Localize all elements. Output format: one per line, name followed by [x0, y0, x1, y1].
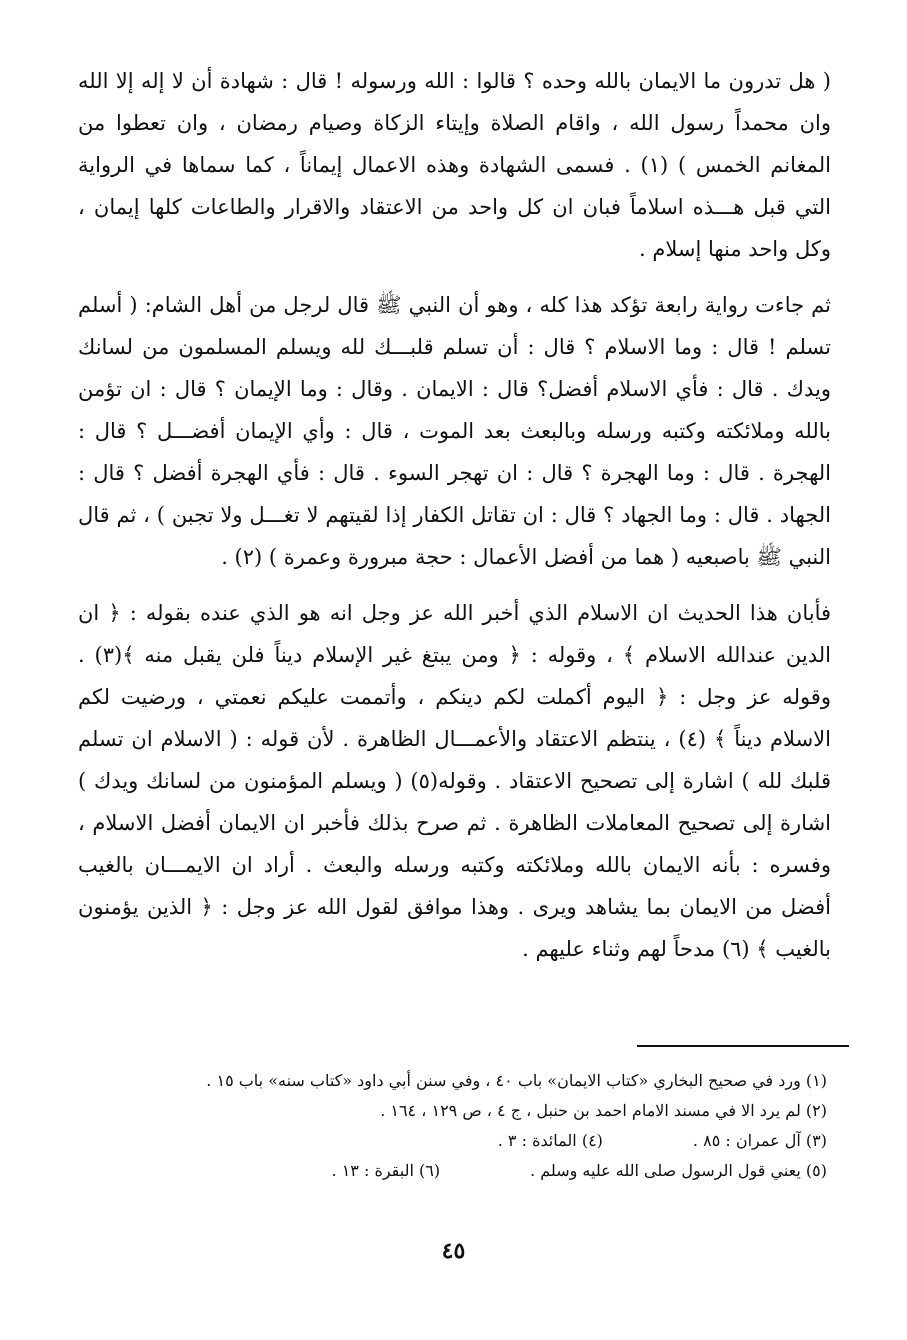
- page-number: ٤٥: [441, 1238, 466, 1264]
- footnote-gap: [440, 1156, 530, 1186]
- body-text: [78, 60, 831, 970]
- footnote-1: [60, 1066, 827, 1096]
- paragraph-1: ( هل تدرون ما الايمان بالله وحده ؟ قالوا : الله ورسوله ! قال : شهادة أن لا إله إلا الله وان محمداً رسول الله ، واقام الصلاة وإيتاء الزكاة وصيام رمضان ، وان تعطوا من المغانم الخمس ) (١) . فسمى الشهادة وهذه الاعمال إيماناً ، كما سماها في الرواية التي قبل هـــذه اسلاماً فبان ان كل واحد من الاعتقاد والاقرار والطاعات كلها إيمان ، وكل واحد منها إسلام .: [78, 69, 831, 261]
- footnote-2-text: (٢) لم يرد الا في مسند الامام احمد بن حنبل ، ج ٤ ، ص ١٢٩ ، ١٦٤ .: [380, 1101, 827, 1120]
- footnote-6-text: (٦) البقرة : ١٣ .: [331, 1161, 441, 1180]
- footnote-row-5-6: [60, 1156, 827, 1186]
- footnotes: [60, 1066, 827, 1186]
- paragraph-2: ثم جاءت رواية رابعة تؤكد هذا كله ، وهو أن النبي ﷺ قال لرجل من أهل الشام: ( أسلم تسلم ! قال : وما الاسلام ؟ قال : أن تسلم قلبـــك لله ويسلم المسلمون من لسانك ويدك . قال : فأي الاسلام أفضل؟ قال : الايمان . وقال : وما الإيمان ؟ قال : ان تؤمن بالله وملائكته وكتبه ورسله وبالبعث بعد الموت ، قال : وأي الإيمان أفضـــل ؟ قال : الهجرة . قال : وما الهجرة ؟ قال : ان تهجر السوء . قال : فأي الهجرة أفضل ؟ قال : الجهاد . قال : وما الجهاد ؟ قال : ان تقاتل الكفار إذا لقيتهم لا تغـــل ولا تجبن ) ، ثم قال النبي ﷺ باصبعيه ( هما من أفضل الأعمال : حجة مبرورة وعمرة ) (٢) .: [78, 293, 831, 569]
- footnote-gap: [603, 1126, 693, 1156]
- footnote-4-text: (٤) المائدة : ٣ .: [497, 1131, 603, 1150]
- footnote-separator: [637, 1045, 849, 1047]
- paragraph-3: فأبان هذا الحديث ان الاسلام الذي أخبر الله عز وجل انه هو الذي عنده بقوله : ﴿ ان الدين عندالله الاسلام ﴾ ، وقوله : ﴿ ومن يبتغ غير الإسلام ديناً فلن يقبل منه ﴾(٣) . وقوله عز وجل : ﴿ اليوم أكملت لكم دينكم ، وأتممت عليكم نعمتي ، ورضيت لكم الاسلام ديناً ﴾ (٤) ، ينتظم الاعتقاد والأعمـــال الظاهرة . لأن قوله : ( الاسلام ان تسلم قلبك لله ) اشارة إلى تصحيح الاعتقاد . وقوله(٥) ( ويسلم المؤمنون من لسانك ويدك ) اشارة إلى تصحيح المعاملات الظاهرة . ثم صرح بذلك فأخبر ان الايمان أفضل الاسلام ، وفسره : بأنه الايمان بالله وملائكته وكتبه ورسله والبعث . أراد ان الايمـــان بالغيب أفضل من الايمان بما يشاهد ويرى . وهذا موافق لقول الله عز وجل : ﴿ الذين يؤمنون بالغيب ﴾ (٦) مدحاً لهم وثناء عليهم .: [78, 601, 832, 961]
- footnote-5-text: (٥) يعني قول الرسول صلى الله عليه وسلم .: [530, 1161, 827, 1180]
- footnote-3-text: (٣) آل عمران : ٨٥ .: [692, 1131, 827, 1150]
- footnote-row-3-4: [60, 1126, 827, 1156]
- footnote-1-text: (١) ورد في صحيح البخاري «كتاب الايمان» باب ٤٠ ، وفي سنن أبي داود «كتاب سنه» باب ١٥ .: [206, 1071, 827, 1090]
- footnote-2: [60, 1096, 827, 1126]
